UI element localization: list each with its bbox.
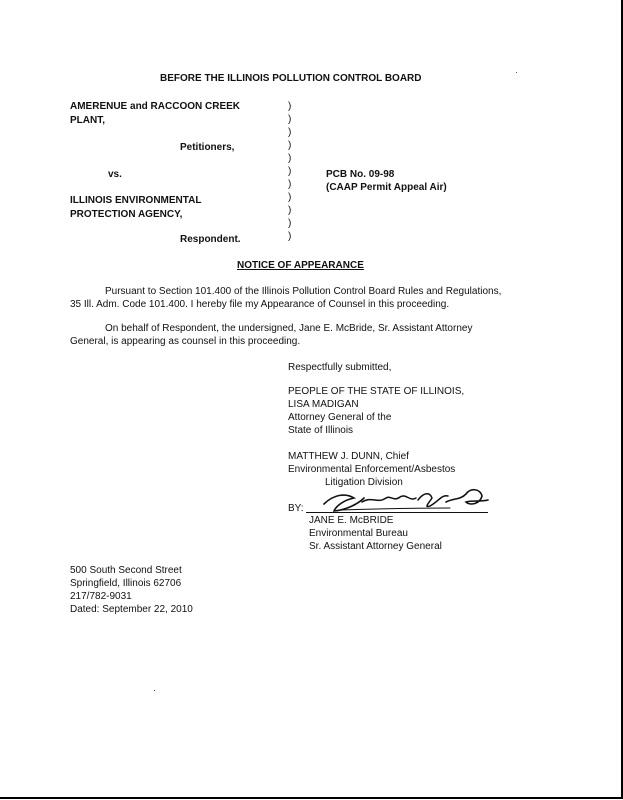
caption-bracket: ) [288,153,292,164]
petitioners-label: Petitioners, [180,142,235,153]
versus-label: vs. [108,169,122,180]
notice-paragraph-2-line-2: General, is appearing as counsel in this proceeding. [70,336,301,347]
caption-bracket: ) [288,231,292,242]
caption-bracket: ) [288,140,292,151]
scan-speck [516,72,517,73]
signer-name: JANE E. McBRIDE [309,515,394,526]
division-line2: Litigation Division [325,477,403,488]
address-street: 500 South Second Street [70,565,182,576]
attorney-general-name: LISA MADIGAN [288,399,359,410]
caption-bracket: ) [288,179,292,190]
respondent-name-line1: ILLINOIS ENVIRONMENTAL [70,195,202,206]
petitioner-name-line1: AMERENUE and RACCOON CREEK [70,101,241,112]
by-label: BY: [288,503,304,514]
petitioner-name-line2: PLANT, [70,115,105,126]
caption-bracket: ) [288,205,292,216]
closing: Respectfully submitted, [288,362,392,373]
respondent-name-line2: PROTECTION AGENCY, [70,209,183,220]
address-city: Springfield, Illinois 62706 [70,578,182,589]
signer-title: Sr. Assistant Attorney General [309,541,442,552]
dated-line: Dated: September 22, 2010 [70,604,193,615]
scan-speck [154,690,155,691]
notice-heading: NOTICE OF APPEARANCE [237,260,364,271]
case-type: (CAAP Permit Appeal Air) [326,182,447,193]
notice-paragraph-2-line-1: On behalf of Respondent, the undersigned, Jane E. McBride, Sr. Assistant Attorney [105,323,473,334]
caption-bracket: ) [288,192,292,203]
attorney-general-title-line1: Attorney General of the [288,412,392,423]
notice-paragraph-1-line-1: Pursuant to Section 101.400 of the Illinois Pollution Control Board Rules and Regulations, [105,286,502,297]
case-number: PCB No. 09-98 [326,169,395,180]
caption-bracket: ) [288,101,292,112]
division-line1: Environmental Enforcement/Asbestos [288,464,456,475]
signer-bureau: Environmental Bureau [309,528,408,539]
caption-bracket: ) [288,127,292,138]
address-phone: 217/782-9031 [70,591,132,602]
chief-name: MATTHEW J. DUNN, Chief [288,451,409,462]
caption-bracket: ) [288,218,292,229]
handwritten-signature [320,484,495,516]
respondent-label: Respondent. [180,234,241,245]
notice-paragraph-1-line-2: 35 Ill. Adm. Code 101.400. I hereby file my Appearance of Counsel in this proceeding. [70,299,450,310]
document-title: BEFORE THE ILLINOIS POLLUTION CONTROL BOARD [160,73,422,84]
people-line: PEOPLE OF THE STATE OF ILLINOIS, [288,386,465,397]
attorney-general-title-line2: State of Illinois [288,425,354,436]
caption-bracket: ) [288,166,292,177]
caption-bracket: ) [288,114,292,125]
